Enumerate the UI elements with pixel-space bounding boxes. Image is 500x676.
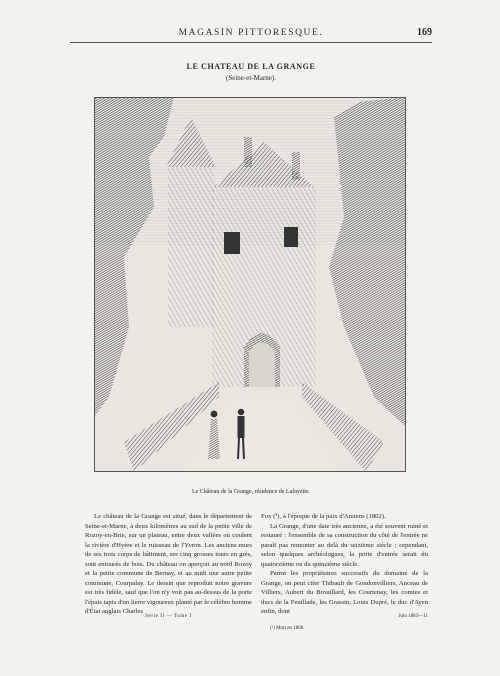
chimney [244, 137, 252, 167]
running-title: MAGASIN PITTORESQUE. [178, 28, 324, 38]
text-column-right [261, 512, 428, 617]
paragraph: Fox (¹), à l'époque de la paix d'Amiens (1802). [261, 513, 386, 520]
paragraph: Parmi les propriétaires successifs du domaine de la Grange, on peut citer Thibault de Gondonvilliers, Anceau de Villiers, Aubert du Brouillard, les Courtenay, les comtes et ducs de la Feuillade, les Grassin, Louis Dupré, le duc d'Ayen enfin, dont [261, 570, 428, 615]
series-signature: Série II — Tome I [145, 614, 192, 619]
image-caption: Le Château de la Grange, résidence de Lafayette. [191, 489, 311, 495]
page-number: 169 [417, 27, 432, 38]
chateau-engraving [94, 97, 406, 472]
paragraph: Le château de la Grange est situé, dans le département de Seine-et-Marne, à deux kilomètres au sud de la petite ville de Rozoy-en-Brie, sur un plateau, entre deux vallées où coulent la rivière d'Hyère et le ruisseau de l'Yvron. Les anciens murs de ses trois corps de bâtiment, ses cinq grosses tours en grès, sont entourés de bois. Du château on aperçoit au nord Rozoy et la petite commune de Bernay, et au midi une autre petite commune, Courpalay. Le dessin que reproduit notre gravure est très fidèle, sauf que l'on n'y voit pas au-dessus de la porte l'épais tapis d'un lierre vigoureux planté par le célèbre homme d'État anglais Charles [85, 513, 252, 615]
window [224, 232, 240, 254]
footnote: (¹) Mort en 1806. [270, 626, 305, 631]
text-column-left [85, 512, 252, 617]
article-subtitle: (Seine-et-Marne). [226, 74, 276, 82]
article-title: LE CHATEAU DE LA GRANGE [186, 62, 316, 71]
issue-date: Juin 1883—11 [398, 614, 428, 619]
chimney [292, 152, 300, 180]
paragraph: La Grange, d'une date très ancienne, a été souvent ruiné et restauré : l'ensemble de sa construction du côté de l'entrée ne paraît pas remonter au delà du seizième siècle ; cependant, selon quelques archéologues, la porte d'entrée serait du quatorzième ou du quinzième siècle. [261, 522, 428, 568]
archway-opening [249, 343, 275, 388]
window [284, 227, 298, 247]
running-header [70, 28, 432, 43]
left-tower [168, 167, 214, 327]
